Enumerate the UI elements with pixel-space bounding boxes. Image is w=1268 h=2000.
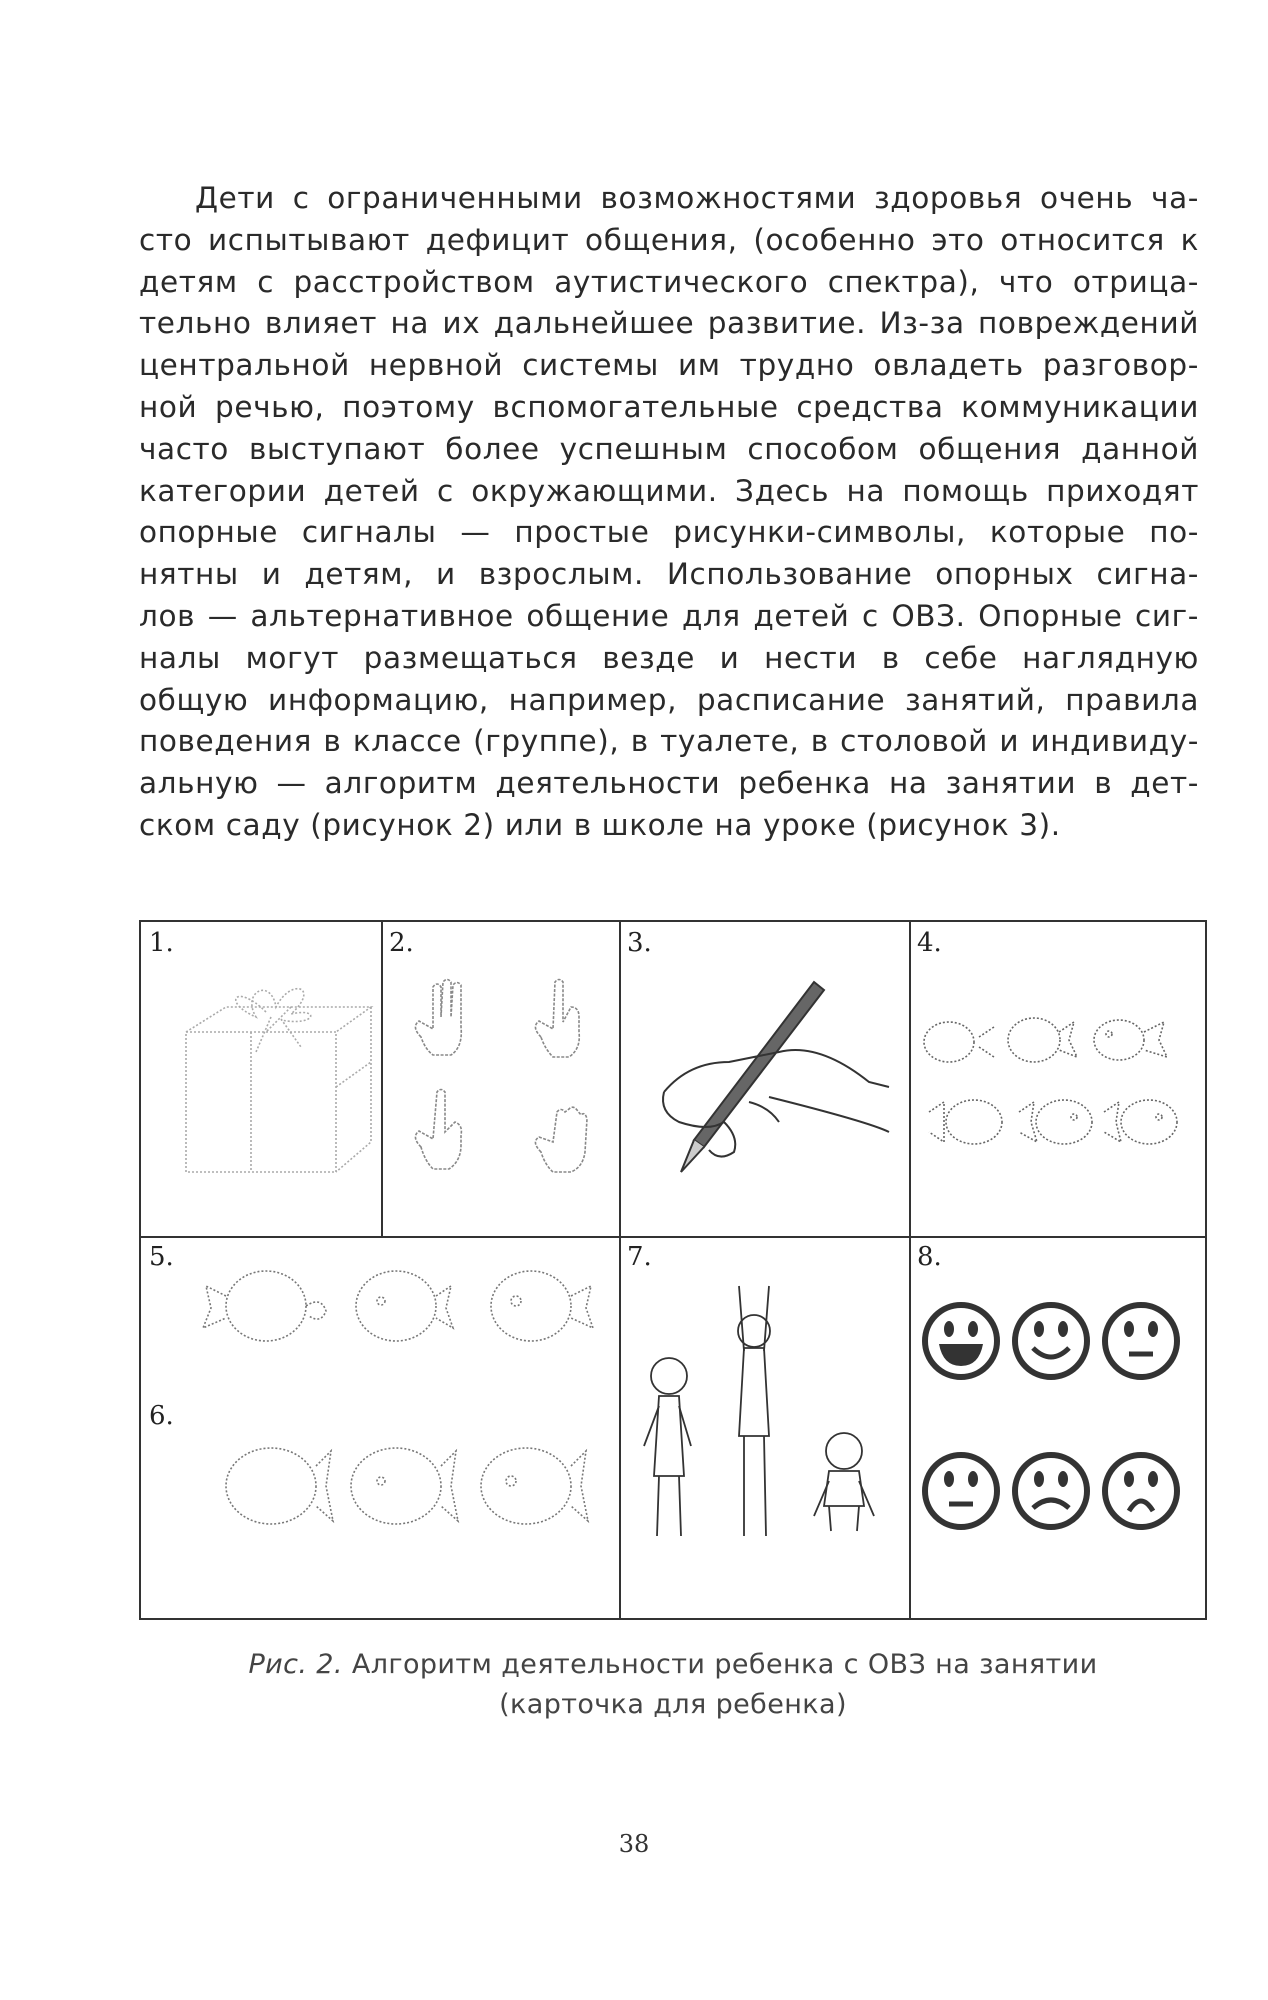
cell-number: 8. xyxy=(917,1242,942,1272)
fish-steps-icon xyxy=(909,922,1205,1236)
cell-number: 3. xyxy=(627,928,652,958)
figure-cell-2 xyxy=(381,922,619,1236)
pencil-hand-icon xyxy=(619,922,909,1236)
fish-steps-icon xyxy=(141,1236,619,1618)
cell-number: 4. xyxy=(917,928,942,958)
paragraph-line: нятны и детям, и взрослым. Использование опорных сигна- xyxy=(139,557,1199,592)
paragraph-line: общую информацию, например, расписание занятий, правила xyxy=(139,682,1199,717)
caption-line-2: (карточка для ребенка) xyxy=(499,1689,847,1720)
paragraph-line: ной речью, поэтому вспомогательные средства коммуникации xyxy=(139,389,1199,424)
figure-cell-1 xyxy=(141,922,381,1236)
cell-number: 7. xyxy=(627,1242,652,1272)
figure-cell-3 xyxy=(619,922,909,1236)
paragraph-line: часто выступают более успешным способом общения данной xyxy=(139,431,1199,466)
hand-fingers-icon xyxy=(381,922,619,1236)
page-number: 38 xyxy=(618,1830,650,1858)
paragraph-line: центральной нервной системы им трудно овладеть разговор- xyxy=(139,348,1199,383)
gift-box-icon xyxy=(141,922,381,1236)
caption-prefix: Рис. 2. xyxy=(248,1649,343,1680)
paragraph-line: налы могут размещаться везде и нести в себе наглядную xyxy=(139,640,1199,675)
paragraph-line: ском саду (рисунок 2) или в школе на уроке (рисунок 3). xyxy=(139,807,1061,842)
figure-cell-5 xyxy=(141,1236,619,1618)
cell-number: 1. xyxy=(149,928,174,958)
emotion-smileys-icon xyxy=(909,1236,1205,1618)
paragraph-line: тельно влияет на их дальнейшее развитие. Из-за повреждений xyxy=(139,306,1199,341)
figure-cell-8 xyxy=(909,1236,1205,1618)
paragraph-line: опорные сигналы — простые рисунки-символы, которые по- xyxy=(139,515,1199,550)
paragraph-line: Дети с ограниченными возможностями здоровья очень ча- xyxy=(195,181,1199,215)
cell-number: 6. xyxy=(149,1401,174,1431)
figure-cell-4 xyxy=(909,922,1205,1236)
caption-line-1: Алгоритм деятельности ребенка с ОВЗ на занятии xyxy=(351,1649,1098,1680)
paragraph-line: сто испытывают дефицит общения, (особенно это относится к xyxy=(139,222,1199,257)
paragraph-line: поведения в классе (группе), в туалете, в столовой и индивиду- xyxy=(139,724,1199,759)
cell-number: 5. xyxy=(149,1242,174,1272)
paragraph-line: категории детей с окружающими. Здесь на помощь приходят xyxy=(139,473,1199,508)
body-paragraph xyxy=(139,178,1199,847)
paragraph-line: детям с расстройством аутистического спектра), что отрица- xyxy=(139,264,1199,299)
algorithm-figure xyxy=(139,920,1207,1620)
paragraph-line: альную — алгоритм деятельности ребенка на занятии в дет- xyxy=(139,766,1199,801)
figure-caption xyxy=(139,1645,1207,1725)
figure-cell-7 xyxy=(619,1236,909,1618)
children-exercise-icon xyxy=(619,1236,909,1618)
cell-number: 2. xyxy=(389,928,414,958)
paragraph-line: лов — альтернативное общение для детей с ОВЗ. Опорные сиг- xyxy=(139,598,1199,633)
